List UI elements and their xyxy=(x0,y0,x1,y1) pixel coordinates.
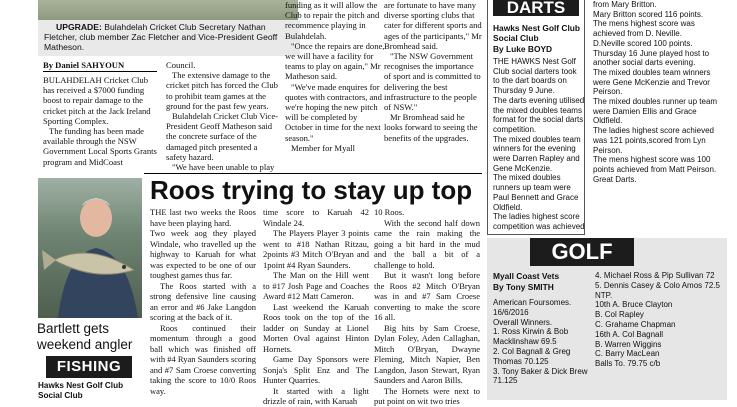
cricket-paragraph: "We have been unable to play xyxy=(172,162,275,173)
fishing-caption: Bartlett gets weekend angler xyxy=(37,321,133,352)
caption-text: Bulahdelah Cricket Club Secretary Nathan Fletcher, club member Zac Fletcher and Vice-President Geoff Matheson. xyxy=(44,22,278,52)
darts-paragraph: Mary Britton scored 116 points. xyxy=(593,9,704,19)
golf-column-1 xyxy=(493,298,589,386)
cricket-paragraph: funding as it will allow the Club to repair the pitch and recommence playing in Bulahdelah. xyxy=(285,0,380,41)
golf-line: 2. Col Bagnall & Greg Thomas 70.125 xyxy=(493,346,571,366)
darts-banner: DARTS xyxy=(493,0,579,16)
roos-paragraph: Game Day Sponsors were Sonja's Split Enz and The Hunter Quarries. xyxy=(263,354,369,385)
darts-paragraph: The mixed doubles team winners for the evening were Darren Rapley and Gene McKenzie. xyxy=(493,134,581,173)
darts-paragraph: The mixed doubles runner up team were Damien Ellis and Grace Oldfield. xyxy=(593,97,718,126)
roos-paragraph: With the second half down came the rain making the going a bit hard in the mud and the ball a bit of a challenge to hold. xyxy=(374,217,480,270)
cricket-column-4 xyxy=(384,0,482,143)
golf-line: C. Grahame Chapman xyxy=(595,319,676,329)
darts-paragraph: The mixed doubles team winners were Gene McKenzie and Trevor Peirson. xyxy=(593,67,711,97)
darts-paragraph: The darts evening utilised the mixed doubles teams format for the social darts competition. xyxy=(493,95,585,134)
golf-line: NTP. xyxy=(595,290,613,300)
roos-paragraph: 10 Roos. xyxy=(374,207,405,217)
roos-column-2 xyxy=(263,207,369,407)
cricket-paragraph: BULAHDELAH Cricket Club has received a $7000 funding boost to repair damage to the cricket pitch at the Jack Ireland Sporting Complex. xyxy=(43,75,151,126)
cricket-paragraph: Council. xyxy=(166,60,196,70)
darts-paragraph: The ladies highest score competition was achieved xyxy=(493,212,585,231)
golf-line: B. Warren Wiggins xyxy=(595,339,662,349)
darts-paragraph: from Mary Britton. xyxy=(593,0,657,9)
roos-paragraph: time score to Karuah 42 Windale 24. xyxy=(263,207,369,228)
roos-paragraph: THE last two weeks the Roos have been playing hard. xyxy=(150,207,256,228)
roos-paragraph: The Hornets were next to put point on wit two tries xyxy=(374,385,480,406)
roos-paragraph: The Players Player 3 points went to #18 Nathan Ritzau, 2points #3 Mitch O'Bryan and 1point #4 Ryan Saunders. xyxy=(263,228,369,270)
cricket-paragraph: Bulahdelah Cricket Club Vice-President Geoff Matheson said the concrete surface of the damaged pitch presented a safety hazard. xyxy=(166,111,279,162)
darts-column-2 xyxy=(593,0,727,184)
roos-paragraph: Roos continued their momentum through a good ball which was finished off with #4 Ryan Saunders scoring and #7 Sam Croese converting taking the score to 10/0 Roos way. xyxy=(150,322,256,396)
caption-label: UPGRADE: xyxy=(56,22,102,32)
golf-line: 5. Dennis Casey & Colo Amos 72.5 xyxy=(595,280,720,290)
darts-column-1 xyxy=(493,57,585,232)
cricket-byline: By Daniel SAHYOUN xyxy=(43,60,125,70)
golf-byline: By Tony SMITH xyxy=(493,282,554,292)
golf-line: C. Barry MacLean xyxy=(595,349,660,359)
golf-line: 16th A. Col Bagnall xyxy=(595,329,664,339)
roos-paragraph: Last weekend the Karuah Roos took on the top of the ladder on Sunday at Lionel Morten Oval against Hinton Hornets. xyxy=(263,301,369,354)
cricket-column-1 xyxy=(43,75,157,167)
darts-paragraph: THE HAWKS Nest Golf Club social darters took to the dart boards on Thursday 9 June. xyxy=(493,57,577,96)
cricket-paragraph: "The NSW Government recognises the importance of sport and is committed to delivering the best infrastructure to the people of NSW." xyxy=(384,51,481,113)
roos-paragraph: It started with a light drizzle of rain, with Karuah xyxy=(263,385,369,406)
roos-top-rule xyxy=(144,173,482,174)
cricket-paragraph: "Once the repairs are done, we will have a facility for teams to play on again," Mr Matheson said. xyxy=(285,40,385,82)
roos-paragraph: The Roos started with a strong defensive line causing an error and #6 Jake Langdon scoring at the back of it. xyxy=(150,280,256,322)
cricket-paragraph: Member for Myall xyxy=(291,142,355,153)
golf-line: Overall Winners. xyxy=(493,317,553,327)
golf-title: Myall Coast Vets xyxy=(493,271,560,281)
darts-title: Hawks Nest Golf Club Social Club xyxy=(493,23,581,44)
fishing-club-title: Hawks Nest Golf Club Social Club xyxy=(38,381,124,400)
golf-line: B. Col Rapley xyxy=(595,310,644,320)
golf-line: American Foursomes. xyxy=(493,298,572,307)
darts-paragraph: The ladies highest score achieved was 121 points,scored from Lyn Peirson. xyxy=(593,126,714,155)
darts-paragraph: The mixed doubles runners up team were Paul Bennett and Grace Oldfield. xyxy=(493,173,579,212)
golf-column-2 xyxy=(595,271,725,369)
cricket-column-2 xyxy=(166,60,279,172)
darts-paragraph: The mens highest score was achieved from D. Neville. xyxy=(593,19,695,39)
cricket-paragraph: Mr Bromhead said he looks forward to seeing the benefits of the upgrades. xyxy=(384,112,478,143)
cricket-column-3 xyxy=(285,0,386,153)
roos-paragraph: But it wasn't long before the Roos #2 Mitch O'Bryan was in and #7 Sam Croese converting to make the score 16 all. xyxy=(374,270,480,322)
golf-line: 3. Tony Baker & Dick Brew 71.125 xyxy=(493,366,588,386)
cricket-paragraph: "We've made enquires for quotes with contractors, and we're hoping the new pitch will be completed by October in time for the next season." xyxy=(285,81,382,143)
cricket-paragraph: are fortunate to have many diverse sporting clubs that cater for different sports and ages of the participants," Mr Bromhead said. xyxy=(384,0,482,51)
darts-paragraph: The mens highest score was 100 points achieved from Matt Peirson. Great Darts. xyxy=(593,155,717,184)
angler-with-fish-icon xyxy=(38,178,142,318)
golf-line: 1. Ross Kirwin & Bob Macklinshaw 69.5 xyxy=(493,327,569,347)
roos-paragraph: Two week aog they played Windale, who travelled up the highway to Karuah for what was expected to be one of our toughest games thus far. xyxy=(150,228,256,280)
golf-line: 10th A. Bruce Clayton xyxy=(595,300,673,310)
cricket-photo-caption xyxy=(44,22,294,52)
darts-paragraph: Thursday 16 June played host to another social darts evening. xyxy=(593,48,710,68)
roos-paragraph: Big hits by Sam Croese, Dylan Foley, Aden Callaghan, Mitch O'Bryan, Dwayne Fleming, Mitch Napier, Ben Langdon, Jason Stewart, Ryan Saunders and Aaron Bills. xyxy=(374,322,480,385)
roos-paragraph: The Man on the Hill went to #17 Josh Page and Coaches Award #12 Matt Cameron. xyxy=(263,270,369,301)
byline-rule xyxy=(43,71,157,72)
golf-banner: GOLF xyxy=(530,238,634,266)
cricket-photo xyxy=(38,0,298,20)
darts-paragraph: D.Neville scored 100 points. xyxy=(593,38,693,48)
golf-line: Balls To. 79.75 c/b xyxy=(595,359,661,369)
darts-byline: By Luke BOYD xyxy=(493,44,553,54)
roos-column-3 xyxy=(374,207,480,407)
fishing-banner: FISHING xyxy=(46,356,132,378)
cricket-paragraph: The funding has been made available through the NSW Government Local Sports Grants program and MidCoast xyxy=(43,126,157,167)
golf-line: 4. Michael Ross & Pip Sullivan 72 xyxy=(595,271,715,280)
golf-line: 16/6/2016 xyxy=(493,307,529,317)
roos-column-1 xyxy=(150,207,256,396)
cricket-paragraph: The extensive damage to the cricket pitch has forced the Club to prohibit team games at the ground for the past few years. xyxy=(166,70,278,111)
roos-headline: Roos trying to stay up top xyxy=(150,175,473,205)
fishing-photo xyxy=(38,178,142,318)
